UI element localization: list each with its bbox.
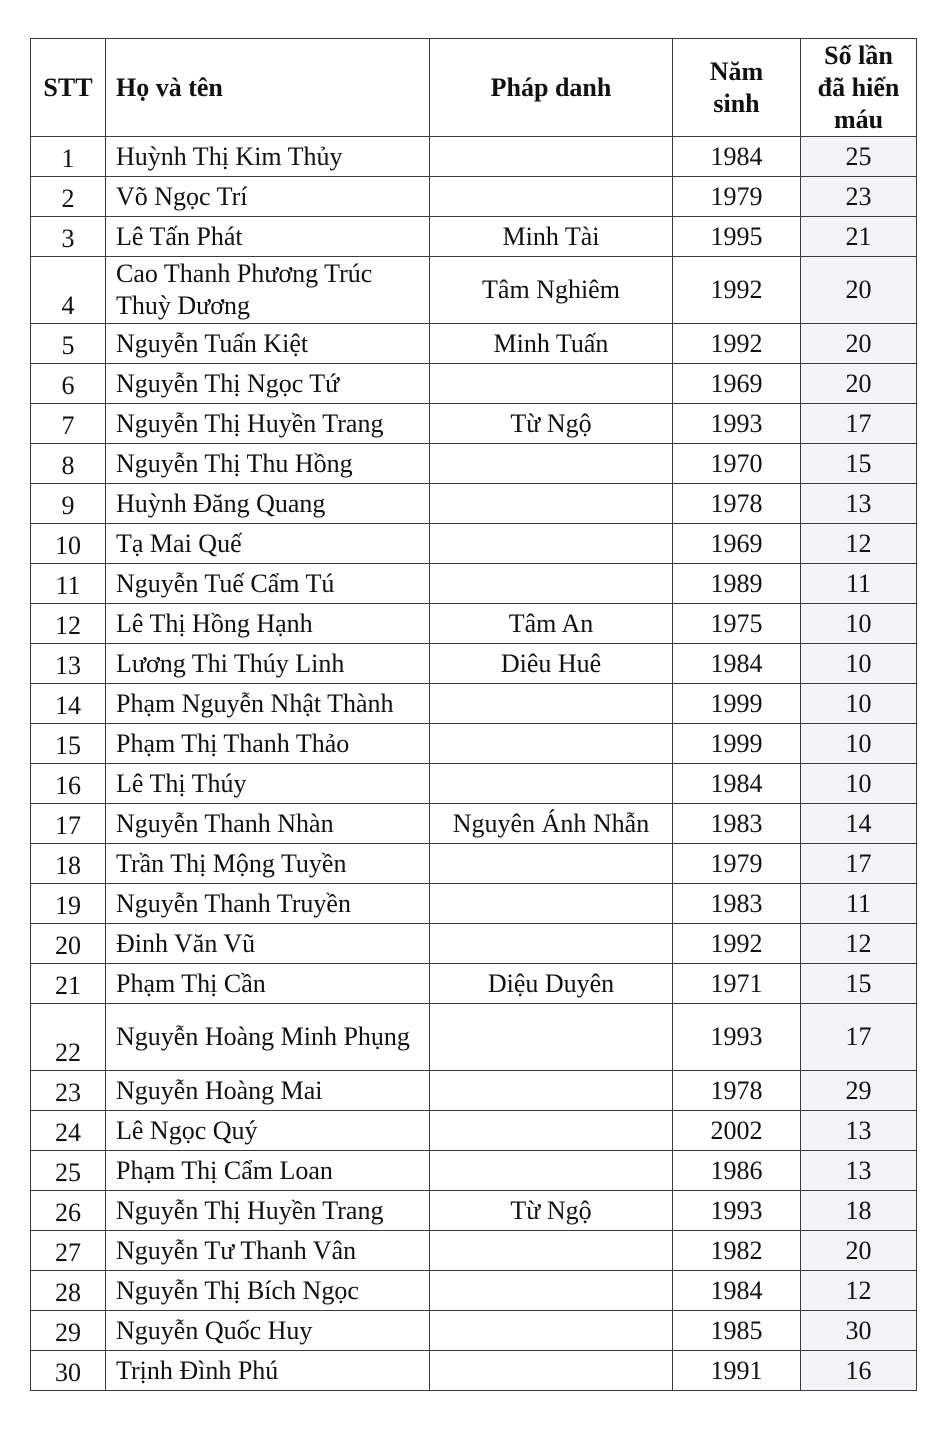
header-birth-year — [673, 39, 801, 137]
donation-count: 16 — [801, 1351, 917, 1391]
birth-year: 1999 — [673, 724, 801, 764]
row-number: 1 — [31, 137, 106, 177]
row-number: 24 — [31, 1111, 106, 1151]
table-row — [31, 404, 917, 444]
birth-year: 1978 — [673, 484, 801, 524]
donor-name: Nguyễn Thị Huyền Trang — [106, 404, 430, 444]
dharma-name — [430, 1351, 673, 1391]
row-number: 11 — [31, 564, 106, 604]
donation-count: 20 — [801, 324, 917, 364]
row-number: 6 — [31, 364, 106, 404]
table-row — [31, 964, 917, 1004]
dharma-name: Minh Tuấn — [430, 324, 673, 364]
table-row — [31, 1151, 917, 1191]
table-row — [31, 1351, 917, 1391]
donor-name: Lương Thi Thúy Linh — [106, 644, 430, 684]
row-number: 28 — [31, 1271, 106, 1311]
birth-year: 1969 — [673, 364, 801, 404]
birth-year: 1984 — [673, 137, 801, 177]
table-row — [31, 1004, 917, 1071]
table-row — [31, 137, 917, 177]
donor-rows — [31, 137, 917, 1391]
birth-year: 2002 — [673, 1111, 801, 1151]
donation-count: 20 — [801, 364, 917, 404]
table-row — [31, 257, 917, 324]
donor-name: Nguyễn Thị Thu Hồng — [106, 444, 430, 484]
dharma-name — [430, 484, 673, 524]
birth-year: 1992 — [673, 257, 801, 324]
row-number: 12 — [31, 604, 106, 644]
donor-name: Nguyễn Thị Huyền Trang — [106, 1191, 430, 1231]
birth-year: 1979 — [673, 177, 801, 217]
table-row — [31, 177, 917, 217]
row-number: 16 — [31, 764, 106, 804]
donor-name: Phạm Thị Cần — [106, 964, 430, 1004]
birth-year: 1993 — [673, 1004, 801, 1071]
dharma-name — [430, 524, 673, 564]
row-number: 23 — [31, 1071, 106, 1111]
donation-count: 20 — [801, 257, 917, 324]
table-row — [31, 644, 917, 684]
birth-year: 1999 — [673, 684, 801, 724]
birth-year: 1989 — [673, 564, 801, 604]
table-row — [31, 524, 917, 564]
dharma-name: Nguyên Ánh Nhẫn — [430, 804, 673, 844]
table-row — [31, 604, 917, 644]
table-row — [31, 764, 917, 804]
donor-name: Đinh Văn Vũ — [106, 924, 430, 964]
row-number: 22 — [31, 1004, 106, 1071]
dharma-name: Tâm An — [430, 604, 673, 644]
donation-count: 29 — [801, 1071, 917, 1111]
header-name: Họ và tên — [106, 39, 430, 137]
donor-name: Nguyễn Tuế Cẩm Tú — [106, 564, 430, 604]
dharma-name: Diêu Huê — [430, 644, 673, 684]
row-number: 2 — [31, 177, 106, 217]
donation-count: 12 — [801, 524, 917, 564]
donor-name: Nguyễn Thị Ngọc Tứ — [106, 364, 430, 404]
donor-name: Nguyễn Thanh Truyền — [106, 884, 430, 924]
header-donation-count-line: máu — [833, 104, 884, 134]
row-number: 15 — [31, 724, 106, 764]
header-stt: STT — [31, 39, 106, 137]
dharma-name: Tâm Nghiêm — [430, 257, 673, 324]
birth-year: 1992 — [673, 924, 801, 964]
dharma-name — [430, 844, 673, 884]
birth-year: 1993 — [673, 404, 801, 444]
row-number: 8 — [31, 444, 106, 484]
donation-count: 11 — [801, 564, 917, 604]
table-row — [31, 324, 917, 364]
donor-name: Cao Thanh Phương Trúc Thuỳ Dương — [106, 257, 430, 324]
dharma-name — [430, 724, 673, 764]
table-row — [31, 844, 917, 884]
dharma-name — [430, 684, 673, 724]
table-row — [31, 684, 917, 724]
table-row — [31, 1071, 917, 1111]
birth-year: 1984 — [673, 1271, 801, 1311]
row-number: 21 — [31, 964, 106, 1004]
row-number: 9 — [31, 484, 106, 524]
donation-count: 10 — [801, 764, 917, 804]
donor-name: Trịnh Đình Phú — [106, 1351, 430, 1391]
dharma-name — [430, 444, 673, 484]
row-number: 18 — [31, 844, 106, 884]
birth-year: 1992 — [673, 324, 801, 364]
header-donation-count-line: đã hiến — [817, 72, 900, 102]
table-row — [31, 217, 917, 257]
dharma-name — [430, 1111, 673, 1151]
table-row — [31, 1111, 917, 1151]
birth-year: 1984 — [673, 764, 801, 804]
row-number: 14 — [31, 684, 106, 724]
dharma-name — [430, 1231, 673, 1271]
birth-year: 1978 — [673, 1071, 801, 1111]
dharma-name — [430, 177, 673, 217]
table-row — [31, 1271, 917, 1311]
row-number: 13 — [31, 644, 106, 684]
dharma-name — [430, 764, 673, 804]
birth-year: 1975 — [673, 604, 801, 644]
donation-count: 21 — [801, 217, 917, 257]
donor-name: Võ Ngọc Trí — [106, 177, 430, 217]
donation-count: 12 — [801, 1271, 917, 1311]
donor-name: Nguyễn Hoàng Mai — [106, 1071, 430, 1111]
donation-count: 10 — [801, 644, 917, 684]
birth-year: 1969 — [673, 524, 801, 564]
birth-year: 1982 — [673, 1231, 801, 1271]
dharma-name — [430, 1151, 673, 1191]
row-number: 27 — [31, 1231, 106, 1271]
donation-count: 10 — [801, 604, 917, 644]
donor-name: Trần Thị Mộng Tuyền — [106, 844, 430, 884]
birth-year: 1991 — [673, 1351, 801, 1391]
table-row — [31, 484, 917, 524]
donor-name: Tạ Mai Quế — [106, 524, 430, 564]
donor-name: Lê Thị Hồng Hạnh — [106, 604, 430, 644]
table-row — [31, 804, 917, 844]
row-number: 17 — [31, 804, 106, 844]
donation-count: 11 — [801, 884, 917, 924]
donation-count: 15 — [801, 444, 917, 484]
dharma-name: Từ Ngộ — [430, 404, 673, 444]
donor-name: Lê Thị Thúy — [106, 764, 430, 804]
row-number: 7 — [31, 404, 106, 444]
birth-year: 1983 — [673, 804, 801, 844]
donation-count: 15 — [801, 964, 917, 1004]
birth-year: 1971 — [673, 964, 801, 1004]
donor-name: Phạm Thị Thanh Thảo — [106, 724, 430, 764]
dharma-name — [430, 1271, 673, 1311]
table-row — [31, 724, 917, 764]
birth-year: 1985 — [673, 1311, 801, 1351]
donation-count: 13 — [801, 1151, 917, 1191]
birth-year: 1970 — [673, 444, 801, 484]
dharma-name — [430, 137, 673, 177]
table-row — [31, 444, 917, 484]
donor-name: Nguyễn Thị Bích Ngọc — [106, 1271, 430, 1311]
header-row — [31, 39, 917, 137]
donation-count: 10 — [801, 684, 917, 724]
dharma-name — [430, 884, 673, 924]
donor-name: Nguyễn Tuấn Kiệt — [106, 324, 430, 364]
donation-count: 23 — [801, 177, 917, 217]
birth-year: 1995 — [673, 217, 801, 257]
birth-year: 1979 — [673, 844, 801, 884]
row-number: 19 — [31, 884, 106, 924]
dharma-name: Minh Tài — [430, 217, 673, 257]
birth-year: 1993 — [673, 1191, 801, 1231]
donor-name: Huỳnh Đăng Quang — [106, 484, 430, 524]
donation-count: 17 — [801, 1004, 917, 1071]
dharma-name — [430, 924, 673, 964]
donation-count: 25 — [801, 137, 917, 177]
header-donation-count-line: Số lần — [824, 40, 893, 70]
table-row — [31, 364, 917, 404]
row-number: 30 — [31, 1351, 106, 1391]
header-birth-year-line: Năm — [709, 56, 764, 86]
row-number: 10 — [31, 524, 106, 564]
row-number: 20 — [31, 924, 106, 964]
dharma-name: Từ Ngộ — [430, 1191, 673, 1231]
dharma-name — [430, 1004, 673, 1071]
donation-count: 18 — [801, 1191, 917, 1231]
table-row — [31, 564, 917, 604]
donor-name: Phạm Nguyễn Nhật Thành — [106, 684, 430, 724]
table-row — [31, 1191, 917, 1231]
dharma-name — [430, 564, 673, 604]
birth-year: 1986 — [673, 1151, 801, 1191]
donation-count: 12 — [801, 924, 917, 964]
donor-name: Nguyễn Tư Thanh Vân — [106, 1231, 430, 1271]
header-birth-year-line: sinh — [713, 88, 760, 118]
row-number: 25 — [31, 1151, 106, 1191]
donation-count: 17 — [801, 844, 917, 884]
donation-count: 13 — [801, 1111, 917, 1151]
donor-name: Lê Tấn Phát — [106, 217, 430, 257]
row-number: 5 — [31, 324, 106, 364]
donation-count: 13 — [801, 484, 917, 524]
donation-count: 20 — [801, 1231, 917, 1271]
birth-year: 1983 — [673, 884, 801, 924]
row-number: 26 — [31, 1191, 106, 1231]
header-donation-count — [801, 39, 917, 137]
row-number: 3 — [31, 217, 106, 257]
row-number: 29 — [31, 1311, 106, 1351]
row-number: 4 — [31, 257, 106, 324]
dharma-name — [430, 1311, 673, 1351]
donor-name: Huỳnh Thị Kim Thủy — [106, 137, 430, 177]
table-row — [31, 1231, 917, 1271]
donation-count: 30 — [801, 1311, 917, 1351]
donor-name: Nguyễn Hoàng Minh Phụng — [106, 1004, 430, 1071]
donor-name: Nguyễn Quốc Huy — [106, 1311, 430, 1351]
dharma-name — [430, 1071, 673, 1111]
birth-year: 1984 — [673, 644, 801, 684]
donation-count: 17 — [801, 404, 917, 444]
dharma-name — [430, 364, 673, 404]
table-row — [31, 884, 917, 924]
table-row — [31, 924, 917, 964]
donor-table — [30, 38, 917, 1391]
donation-count: 14 — [801, 804, 917, 844]
dharma-name: Diệu Duyên — [430, 964, 673, 1004]
table-row — [31, 1311, 917, 1351]
donor-name: Phạm Thị Cẩm Loan — [106, 1151, 430, 1191]
header-dharma-name: Pháp danh — [430, 39, 673, 137]
donor-name: Nguyễn Thanh Nhàn — [106, 804, 430, 844]
donor-name: Lê Ngọc Quý — [106, 1111, 430, 1151]
donation-count: 10 — [801, 724, 917, 764]
